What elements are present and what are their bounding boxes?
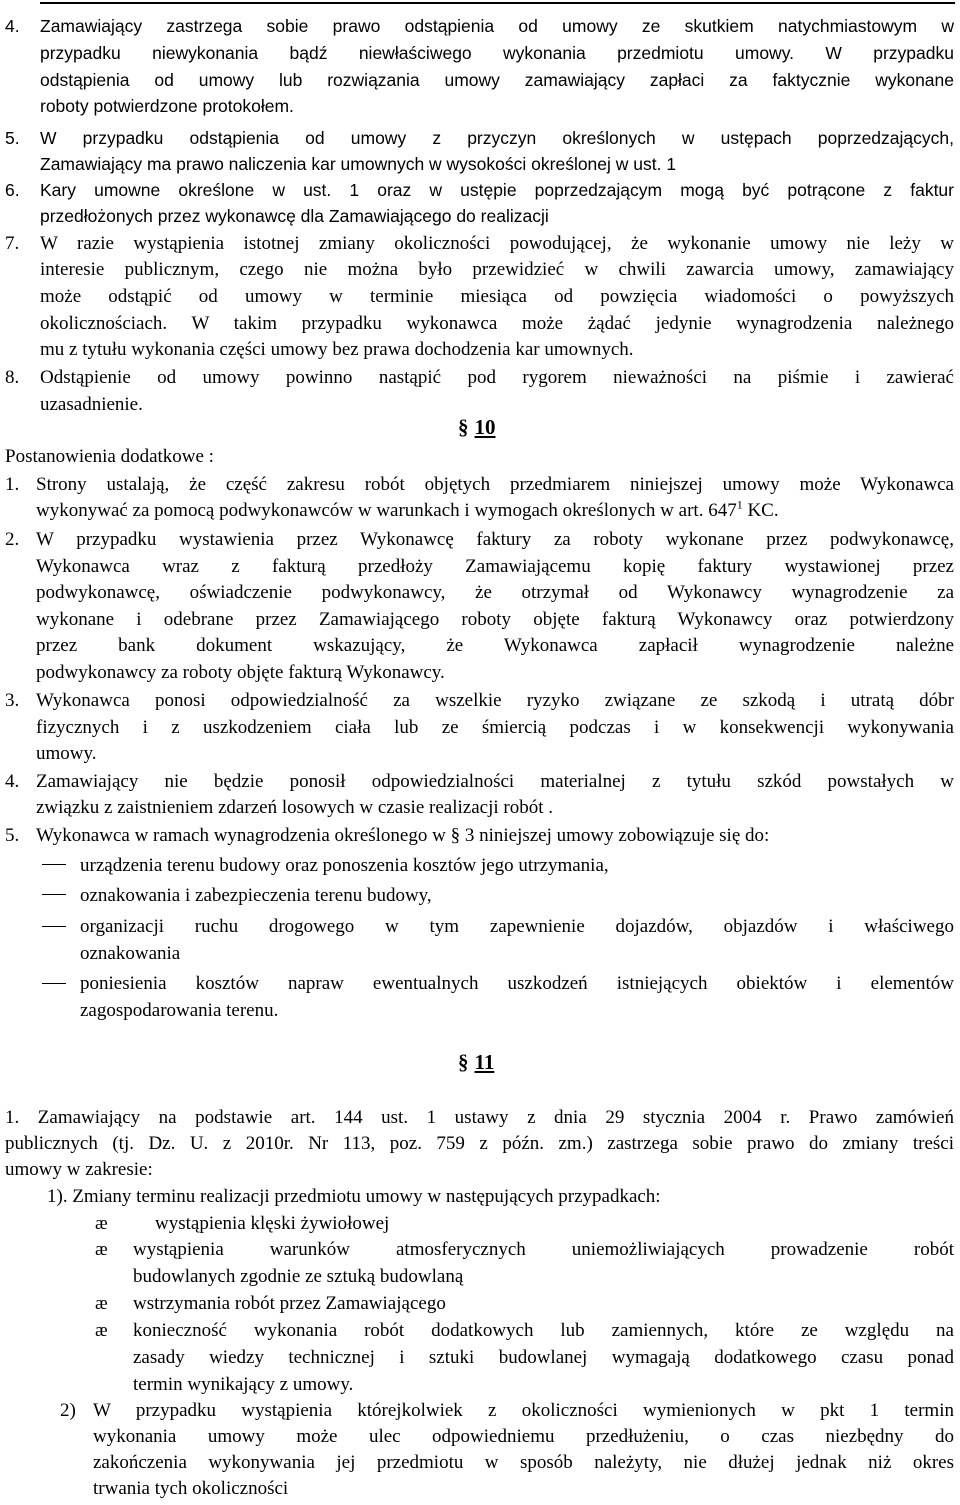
paragraph-line: fizycznych i z uszkodzeniem ciała lub ze śmiercią podczas i w konsekwencji wykonywania: [36, 717, 954, 738]
paragraph-line: umowy.: [36, 743, 97, 764]
paragraph-line: uzasadnienie.: [40, 394, 143, 415]
paragraph-line: zakończenia wykonywania jej przedmiotu w sposób należyty, nie dłużej jednak niż okres: [93, 1452, 954, 1473]
item-number: 4.: [5, 771, 20, 792]
paragraph-line: przez bank dokument wskazujący, że Wykonawca zapłacił wynagrodzenie należne: [36, 635, 954, 656]
paragraph-line: może odstąpić od umowy w terminie miesiąca od powzięcia wiadomości o powyższych: [40, 286, 954, 307]
list-item: organizacji ruchu drogowego w tym zapewnienie dojazdów, objazdów i właściwego: [80, 916, 954, 937]
section-number: 10: [474, 415, 496, 439]
paragraph-line: Wykonawca wraz z fakturą przedłoży Zamawiającemu kopię faktury wystawionej przez: [36, 556, 954, 577]
paragraph-line: Kary umowne określone w ust. 1 oraz w ustępie poprzedzającym mogą być potrącone z faktur: [40, 180, 954, 200]
item-number: 5.: [5, 128, 20, 148]
section-heading-11: [458, 1050, 494, 1075]
paragraph-line: wykonane i odebrane przez Zamawiającego roboty objęte fakturą Wykonawcy oraz potwierdzony: [36, 609, 954, 630]
section-sign: §: [458, 1050, 469, 1074]
item-number: 2.: [5, 529, 20, 550]
section-number: 11: [474, 1050, 495, 1074]
paragraph-line: roboty potwierdzone protokołem.: [40, 96, 294, 116]
paragraph-line: Wykonawca ponosi odpowiedzialność za wszelkie ryzyko związane ze szkodą i utratą dóbr: [36, 690, 954, 711]
paragraph-line: Zamawiający zastrzega sobie prawo odstąpienia od umowy ze skutkiem natychmiastowym w: [40, 16, 954, 36]
paragraph-line: Zamawiający ma prawo naliczenia kar umownych w wysokości określonej w ust. 1: [40, 154, 677, 174]
section-subtitle: Postanowienia dodatkowe :: [5, 446, 214, 467]
dash-bullet: [42, 983, 66, 984]
paragraph-line: W przypadku wystąpienia którejkolwiek z okoliczności wymienionych w pkt 1 termin: [93, 1400, 954, 1421]
paragraph-line: podwykonawcy za roboty objęte fakturą Wykonawcy.: [36, 662, 445, 683]
list-item: urządzenia terenu budowy oraz ponoszenia kosztów jego utrzymania,: [80, 855, 609, 876]
paragraph-line: trwania tych okoliczności: [93, 1478, 289, 1499]
paragraph-line: W razie wystąpienia istotnej zmiany okoliczności powodującej, że wykonanie umowy nie leży w: [40, 233, 954, 254]
paragraph-line: wykonania umowy może ulec odpowiedniemu przedłużeniu, o czas niezbędny do: [93, 1426, 954, 1447]
list-item-continued: zasady wiedzy technicznej i sztuki budowlanej wymagają dodatkowego czasu ponad: [133, 1347, 954, 1368]
item-number: 6.: [5, 180, 20, 200]
paragraph-line: przedłożonych przez wykonawcę dla Zamawiającego do realizacji: [40, 206, 549, 226]
paragraph-line: odstąpienia od umowy lub rozwiązania umowy zamawiający zapłaci za faktycznie wykonane: [40, 70, 954, 90]
item-number: 5.: [5, 825, 20, 846]
ae-bullet: æ: [95, 1293, 108, 1314]
item-number: 7.: [5, 233, 20, 254]
item-number: 8.: [5, 367, 20, 388]
paragraph-line: Wykonawca w ramach wynagrodzenia określonego w § 3 niniejszej umowy zobowiązuje się do:: [36, 825, 770, 846]
paragraph-line: wykonywać za pomocą podwykonawców w warunkach i wymogach określonych w art. $647^1$ KC.: [36, 497, 779, 521]
subpoint-title: 1). Zmiany terminu realizacji przedmiotu umowy w następujących przypadkach:: [47, 1186, 661, 1207]
paragraph-line: Strony ustalają, że część zakresu robót objętych przedmiarem niniejszej umowy może Wykonawca: [36, 474, 954, 495]
list-item-continued: budowlanych zgodnie ze sztuką budowlaną: [133, 1266, 464, 1287]
item-number: 1.: [5, 474, 20, 495]
list-item: konieczność wykonania robót dodatkowych lub zamiennych, które ze względu na: [133, 1320, 954, 1341]
subpoint-number: 2): [60, 1400, 76, 1421]
paragraph-line: W przypadku odstąpienia od umowy z przyczyn określonych w ustępach poprzedzających,: [40, 128, 954, 148]
section-heading-10: [458, 415, 496, 440]
paragraph-line: podwykonawcę, oświadczenie podwykonawcy, że otrzymał od Wykonawcy wynagrodzenie za: [36, 582, 954, 603]
top-rule: [40, 2, 955, 4]
paragraph-line: Odstąpienie od umowy powinno nastąpić pod rygorem nieważności na piśmie i zawierać: [40, 367, 954, 388]
paragraph-line: Zamawiający nie będzie ponosił odpowiedzialności materialnej z tytułu szkód powstałych w: [36, 771, 954, 792]
paragraph-line: przypadku niewykonania bądź niewłaściwego wykonania przedmiotu umowy. W przypadku: [40, 43, 954, 63]
paragraph-line: W przypadku wystawienia przez Wykonawcę faktury za roboty wykonane przez podwykonawcę,: [36, 529, 954, 550]
list-item-continued: zagospodarowania terenu.: [80, 1000, 279, 1021]
list-item: wstrzymania robót przez Zamawiającego: [133, 1293, 446, 1314]
item-number: 3.: [5, 690, 20, 711]
paragraph-line: związku z zaistnieniem zdarzeń losowych w czasie realizacji robót .: [36, 797, 553, 818]
ae-bullet: æ: [95, 1320, 108, 1341]
paragraph-line: mu z tytułu wykonania części umowy bez prawa dochodzenia kar umownych.: [40, 339, 634, 360]
list-item: oznakowania i zabezpieczenia terenu budowy,: [80, 885, 432, 906]
list-item: poniesienia kosztów napraw ewentualnych uszkodzeń istniejących obiektów i elementów: [80, 973, 954, 994]
list-item-continued: oznakowania: [80, 943, 181, 964]
paragraph-line: interesie publicznym, czego nie można było przewidzieć w chwili zawarcia umowy, zamawiający: [40, 259, 954, 280]
paragraph-line: publicznych (tj. Dz. U. z 2010r. Nr 113, poz. 759 z późn. zm.) zastrzega sobie prawo do zmiany treści: [5, 1133, 954, 1154]
section-sign: §: [458, 415, 469, 439]
item-number: 4.: [5, 16, 20, 36]
dash-bullet: [42, 926, 66, 927]
list-item: wystąpienia warunków atmosferycznych uniemożliwiających prowadzenie robót: [133, 1239, 954, 1260]
dash-bullet: [42, 894, 66, 895]
ae-bullet: æ: [95, 1213, 108, 1234]
paragraph-line: 1. Zamawiający na podstawie art. 144 ust. 1 ustawy z dnia 29 stycznia 2004 r. Prawo zamówień: [5, 1107, 954, 1128]
dash-bullet: [42, 864, 66, 865]
list-item: wystąpienia klęski żywiołowej: [155, 1213, 390, 1234]
ae-bullet: æ: [95, 1239, 108, 1260]
list-item-continued: termin wynikający z umowy.: [133, 1374, 354, 1395]
paragraph-line: okolicznościach. W takim przypadku wykonawca może żądać jedynie wynagrodzenia należnego: [40, 313, 954, 334]
paragraph-line: umowy w zakresie:: [5, 1159, 153, 1180]
